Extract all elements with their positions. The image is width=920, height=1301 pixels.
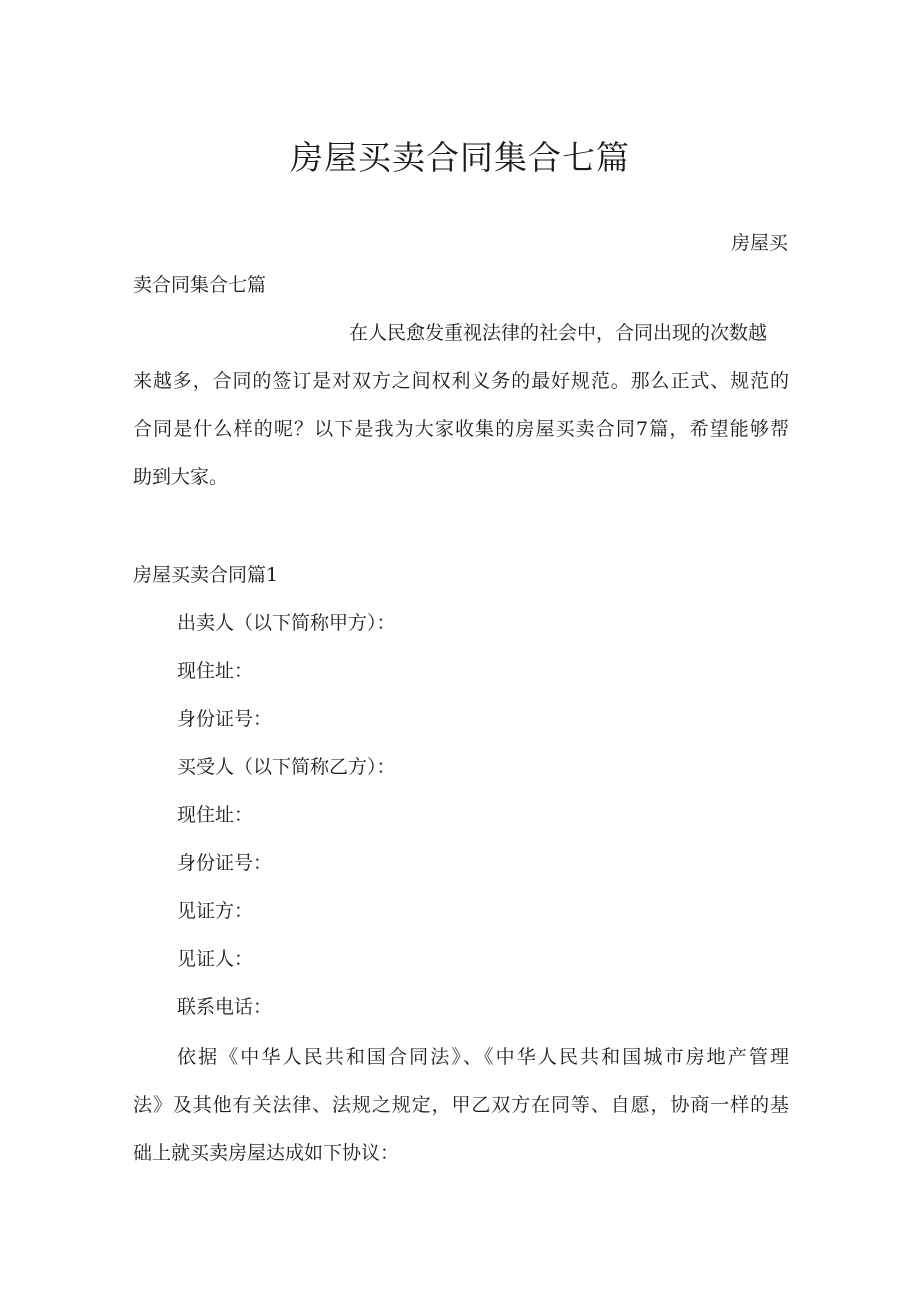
field-line: 出卖人（以下简称甲方）： — [177, 612, 396, 634]
subtitle-continuation: 卖合同集合七篇 — [133, 274, 267, 296]
field-line: 身份证号： — [177, 852, 273, 874]
header-fragment: 房屋买 — [730, 232, 788, 254]
field-line: 身份证号： — [177, 708, 273, 730]
field-line: 见证方： — [177, 900, 254, 922]
field-line: 见证人： — [177, 948, 254, 970]
section-heading: 房屋买卖合同篇1 — [133, 564, 279, 586]
field-line: 联系电话： — [177, 996, 273, 1018]
document-title: 房屋买卖合同集合七篇 — [290, 138, 630, 177]
field-line: 现住址： — [177, 660, 254, 682]
intro-line: 合同是什么样的呢？以下是我为大家收集的房屋买卖合同7篇，希望能够帮 — [133, 418, 789, 440]
basis-line: 法》及其他有关法律、法规之规定，甲乙双方在同等、自愿，协商一样的基 — [133, 1094, 789, 1116]
intro-line: 助到大家。 — [133, 466, 229, 488]
basis-line: 础上就买卖房屋达成如下协议： — [133, 1142, 400, 1164]
intro-line: 在人民愈发重视法律的社会中，合同出现的次数越 — [349, 322, 768, 344]
field-line: 买受人（以下简称乙方）： — [177, 756, 396, 778]
field-line: 现住址： — [177, 804, 254, 826]
basis-line: 依据《中华人民共和国合同法》、《中华人民共和国城市房地产管理 — [177, 1046, 789, 1068]
intro-line: 来越多，合同的签订是对双方之间权利义务的最好规范。那么正式、规范的 — [133, 370, 789, 392]
